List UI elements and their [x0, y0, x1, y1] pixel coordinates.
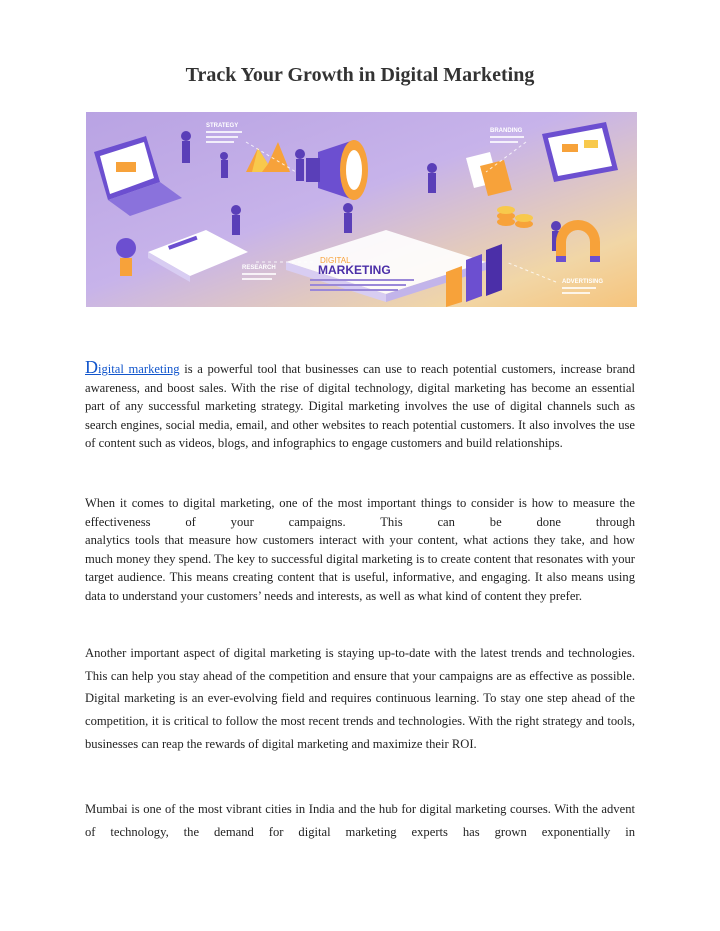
- link-text: igital marketing: [98, 362, 180, 376]
- marketing-sign: [308, 248, 414, 291]
- digital-marketing-link[interactable]: [85, 357, 180, 377]
- drop-cap: D: [85, 357, 98, 377]
- branding-label: BRANDING: [490, 128, 523, 134]
- research-label: RESEARCH: [242, 265, 276, 271]
- paragraph-2-rest: analytics tools that measure how customers interact with your content, what actions they take, and how much money they spend. The key to successful digital marketing is to create content that resonates with your target audience. This means creating content that is useful, informative, and engaging. It also means using data to understand your customers’ needs and interests, as well as what kind of content they prefer.: [85, 533, 635, 603]
- strategy-label: STRATEGY: [206, 123, 239, 129]
- magnet-icon: [556, 220, 600, 262]
- strategy-section: [206, 123, 290, 172]
- marketing-label: MARKETING: [318, 263, 391, 277]
- page-title: Track Your Growth in Digital Marketing: [185, 64, 535, 86]
- coins-icon: [497, 206, 533, 228]
- research-section: [116, 230, 276, 282]
- digital-label: DIGITAL: [320, 256, 351, 265]
- megaphone-icon: [306, 140, 368, 200]
- laptop-icon: [94, 136, 182, 216]
- paragraph-1-text: is a powerful tool that businesses can use to reach potential customers, increase brand awareness, and boost sales. With the rise of digital technology, digital marketing has become an essential part of any successful marketing strategy. Digital marketing involves the use of digital channels such as search engines, social media, email, and other websites to reach potential customers. It also involves the use of content such as videos, blogs, and infographics to engage customers and build relationships.: [85, 362, 636, 451]
- paragraph-4: Mumbai is one of the most vibrant cities in India and the hub for digital marketing courses. With the advent of technology, the demand for digital marketing experts has grown exponentially in: [85, 802, 635, 839]
- advertising-section: [562, 279, 603, 294]
- paragraph-3: Another important aspect of digital marketing is staying up-to-date with the latest trends and technologies. This can help you stay ahead of the competition and ensure that your campaigns are as effective as possible. Digital marketing is an ever-evolving field and requires continuous learning. To stay one step ahead of the competition, it is critical to follow the most recent trends and technologies. With the right strategy and tools, businesses can reap the rewards of digital marketing and maximize their ROI.: [85, 646, 635, 751]
- paragraph-1: [85, 358, 635, 453]
- paragraph-2-line-1: When it comes to digital marketing, one of the most important things to consider is how to measure the effectiveness of your campaigns. This can be done through: [85, 496, 635, 529]
- branding-section: [466, 122, 618, 196]
- advertising-label: ADVERTISING: [562, 279, 604, 285]
- illustration-svg: [86, 112, 637, 307]
- paragraph-2: [85, 494, 635, 606]
- digital-marketing-illustration: [86, 112, 637, 307]
